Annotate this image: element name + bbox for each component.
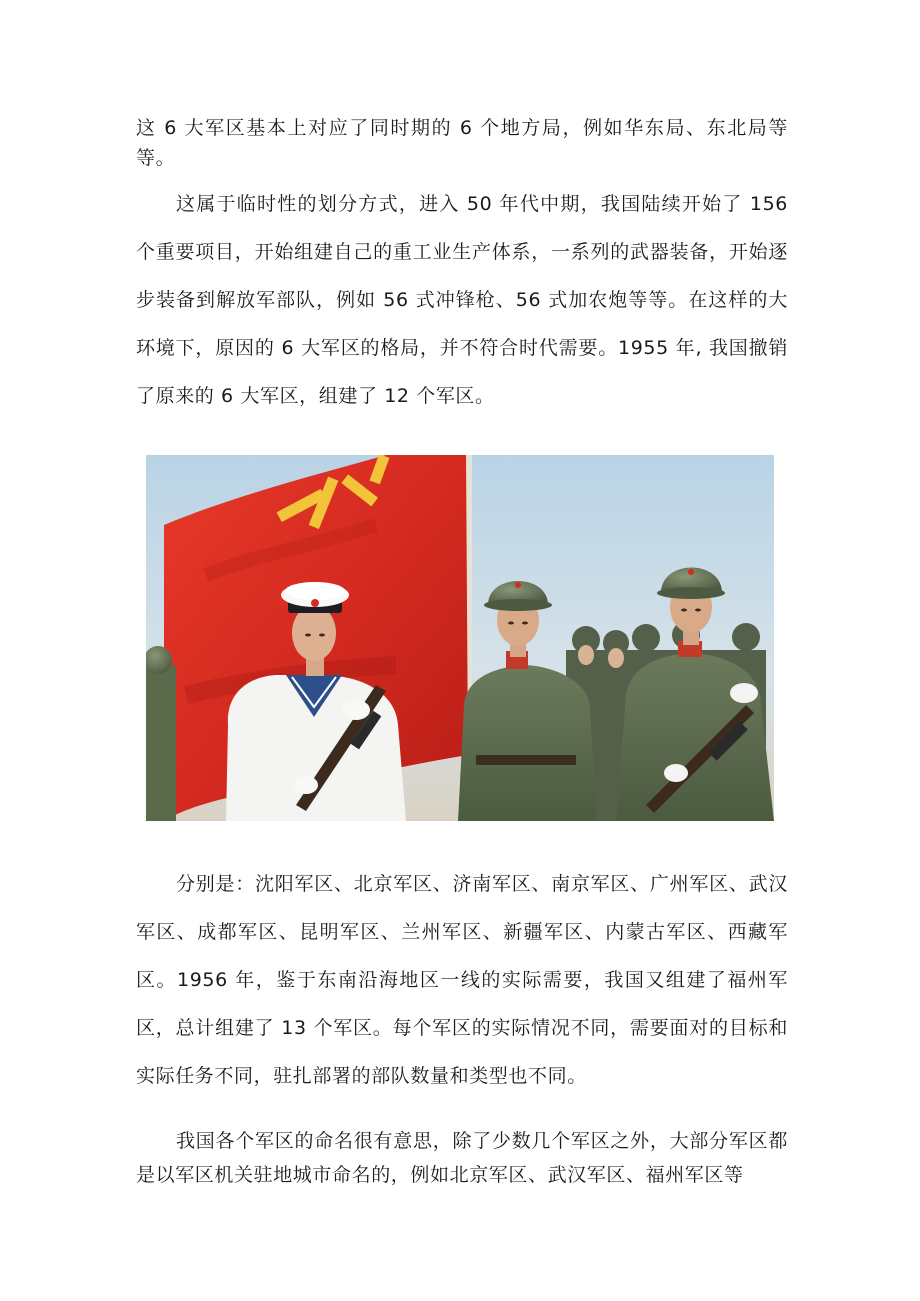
paragraph-4: 我国各个军区的命名很有意思，除了少数几个军区之外，大部分军区都是以军区机关驻地城市命名的，例如北京军区、武汉军区、福州军区等 [136, 1130, 788, 1186]
paragraph-2: 这属于临时性的划分方式，进入 50 年代中期，我国陆续开始了 156 个重要项目，开始组建自己的重工业生产体系，一系列的武器装备，开始逐步装备到解放军部队，例如 56 式冲锋枪、56 式加农炮等等。在这样的大环境下，原因的 6 大军区的格局，并不符合时代需要。1955 年, 我国撤销了原来的 6 大军区，组建了 12 个军区。 [136, 193, 788, 407]
paragraph-1: 这 6 大军区基本上对应了同时期的 6 个地方局，例如华东局、东北局等等。 [136, 117, 788, 169]
soldiers-with-flag-photo [146, 455, 774, 821]
paragraph-3: 分别是：沈阳军区、北京军区、济南军区、南京军区、广州军区、武汉军区、成都军区、昆明军区、兰州军区、新疆军区、内蒙古军区、西藏军区。1956 年，鉴于东南沿海地区一线的实际需要，我国又组建了福州军区，总计组建了 13 个军区。每个军区的实际情况不同，需要面对的目标和实际任务不同，驻扎部署的部队数量和类型也不同。 [136, 873, 788, 1087]
